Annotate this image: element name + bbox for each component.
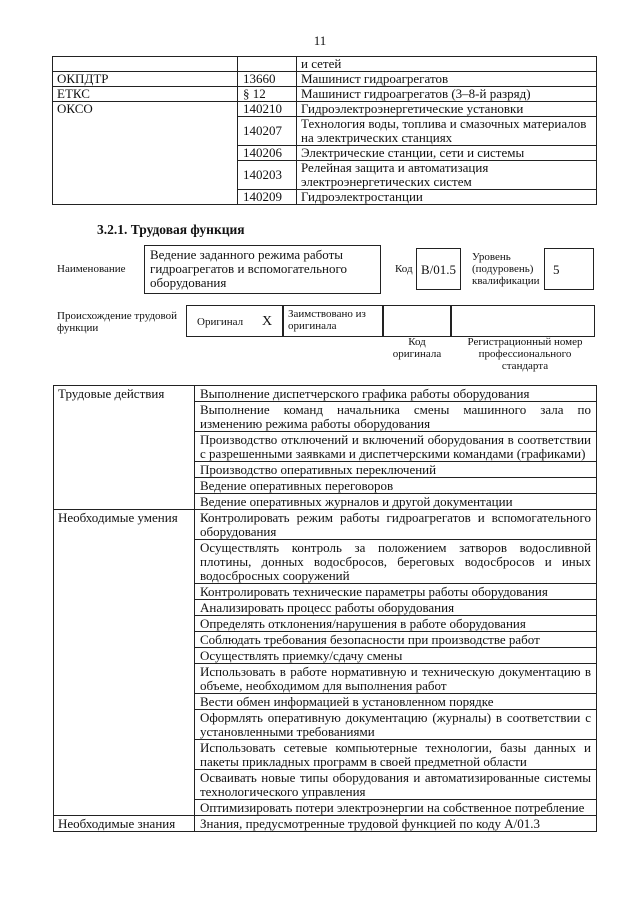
description-cell: Релейная защита и автоматизация электроэнергетических систем <box>297 161 597 190</box>
classification-table <box>52 56 597 205</box>
table-row <box>54 386 597 402</box>
requirement-cell: Ведение оперативных переговоров <box>195 478 597 494</box>
requirement-cell: Контролировать режим работы гидроагрегатов и вспомогательного оборудования <box>195 510 597 540</box>
requirement-cell: Определять отклонения/нарушения в работе оборудования <box>195 616 597 632</box>
requirement-cell: Выполнение команд начальника смены машинного зала по изменению режима работы оборудования <box>195 402 597 432</box>
requirement-cell: Контролировать технические параметры работы оборудования <box>195 584 597 600</box>
origin-label: Происхождение трудовой функции <box>57 310 178 334</box>
requirement-cell: Использовать сетевые компьютерные технологии, базы данных и пакеты прикладных программ в своей предметной области <box>195 740 597 770</box>
classifier-code: 140210 <box>238 102 297 117</box>
classifier-name: ОКСО <box>53 102 238 205</box>
borrowed-label: Заимствовано из оригинала <box>288 308 366 332</box>
section-heading: 3.2.1. Трудовая функция <box>97 222 245 237</box>
requirements-table <box>53 385 597 832</box>
page-number: 11 <box>313 33 327 48</box>
description-cell: Машинист гидроагрегатов (3–8-й разряд) <box>297 87 597 102</box>
classifier-name: ОКПДТР <box>53 72 238 87</box>
requirement-cell: Ведение оперативных журналов и другой документации <box>195 494 597 510</box>
description-cell: Электрические станции, сети и системы <box>297 146 597 161</box>
category-cell: Необходимые знания <box>54 816 195 832</box>
function-code: B/01.5 <box>420 262 457 277</box>
original-mark: X <box>262 314 273 329</box>
requirement-cell: Осваивать новые типы оборудования и автоматизированные системы технологического управления <box>195 770 597 800</box>
reg-number-box <box>451 305 595 337</box>
table-row <box>53 57 597 72</box>
requirement-cell: Знания, предусмотренные трудовой функцией по коду А/01.3 <box>195 816 597 832</box>
requirement-cell: Осуществлять контроль за положением затворов водосливной плотины, донных водосбросов, береговых водосбросов и иных водосбросных сооружений <box>195 540 597 584</box>
requirement-cell: Использовать в работе нормативную и техническую документацию в объеме, необходимом для выполнения работ <box>195 664 597 694</box>
table-row <box>54 816 597 832</box>
requirement-cell: Оформлять оперативную документацию (журналы) в соответствии с установленными требованиями <box>195 710 597 740</box>
classifier-code: 140203 <box>238 161 297 190</box>
classifier-code: 140209 <box>238 190 297 205</box>
requirement-cell: Производство оперативных переключений <box>195 462 597 478</box>
classifier-code: 13660 <box>238 72 297 87</box>
level-box <box>544 248 594 290</box>
category-cell: Необходимые умения <box>54 510 195 816</box>
classifier-code: 140206 <box>238 146 297 161</box>
original-box <box>186 305 283 337</box>
table-row <box>53 87 597 102</box>
table-row <box>53 72 597 87</box>
requirement-cell: Вести обмен информацией в установленном порядке <box>195 694 597 710</box>
description-cell: и сетей <box>297 57 597 72</box>
category-cell: Трудовые действия <box>54 386 195 510</box>
description-cell: Гидроэлектростанции <box>297 190 597 205</box>
classifier-name: ЕТКС <box>53 87 238 102</box>
requirement-cell: Оптимизировать потери электроэнергии на собственное потребление <box>195 800 597 816</box>
classifier-code: 140207 <box>238 117 297 146</box>
description-cell: Технология воды, топлива и смазочных материалов на электрических станциях <box>297 117 597 146</box>
requirement-cell: Осуществлять приемку/сдачу смены <box>195 648 597 664</box>
name-label: Наименование <box>57 263 126 275</box>
description-cell: Машинист гидроагрегатов <box>297 72 597 87</box>
function-name: Ведение заданного режима работы гидроагрегатов и вспомогательного оборудования <box>150 247 348 290</box>
function-code-box <box>416 248 461 290</box>
level-label: Уровень (подуровень) квалификации <box>472 251 540 287</box>
code-label: Код <box>395 263 413 275</box>
requirement-cell: Производство отключений и включений оборудования в соответствии с разрешенными заявками и диспетчерскими командами (графиками) <box>195 432 597 462</box>
description-cell: Гидроэлектроэнергетические установки <box>297 102 597 117</box>
table-row <box>53 102 597 117</box>
requirement-cell: Выполнение диспетчерского графика работы оборудования <box>195 386 597 402</box>
reg-number-caption: Регистрационный номер профессионального стандарта <box>467 336 583 372</box>
function-name-box <box>144 245 381 294</box>
original-label: Оригинал <box>197 316 244 328</box>
requirement-cell: Анализировать процесс работы оборудования <box>195 600 597 616</box>
table-row <box>54 510 597 540</box>
borrowed-box <box>283 305 383 337</box>
original-code-caption: Код оригинала <box>392 336 442 360</box>
original-code-box <box>383 305 451 337</box>
level-value: 5 <box>553 262 560 277</box>
classifier-code: § 12 <box>238 87 297 102</box>
requirement-cell: Соблюдать требования безопасности при производстве работ <box>195 632 597 648</box>
